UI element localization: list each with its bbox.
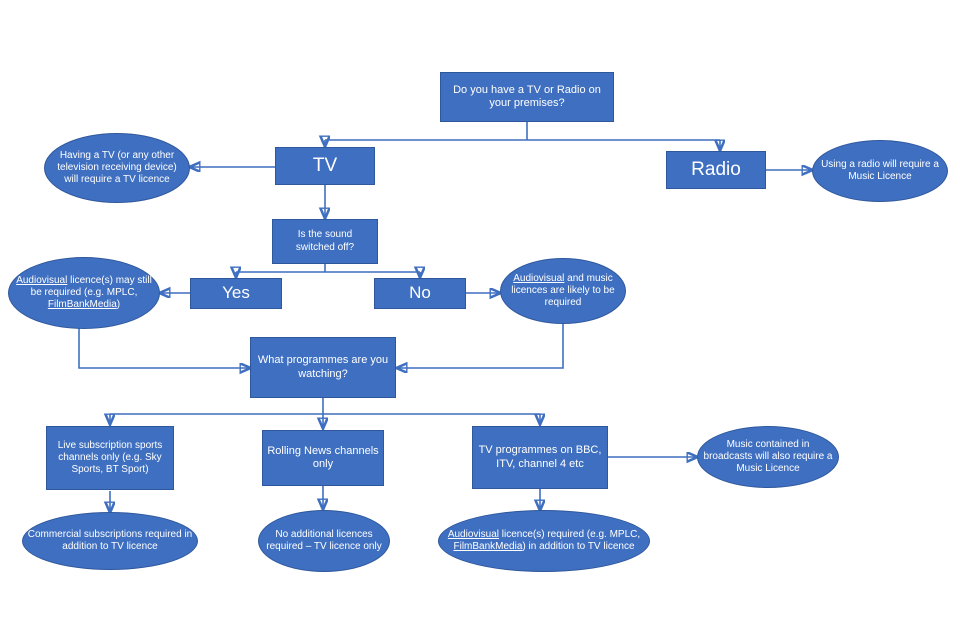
node-tv	[275, 147, 375, 185]
node-yes-note-part4: )	[116, 299, 121, 311]
node-no-note-part2: and music licences are likely to be required	[511, 272, 615, 309]
node-radio-label: Radio	[691, 159, 741, 181]
node-no-note	[500, 258, 626, 324]
node-yes	[190, 278, 282, 309]
node-news-note-label: No additional licences required – TV licence only	[266, 528, 382, 552]
node-broadcast-note-part1: Audiovisual	[447, 528, 499, 540]
node-broadcast-tv-label: TV programmes on BBC, ITV, channel 4 etc	[478, 444, 602, 470]
node-tv-licence-note-label: Having a TV (or any other television receiving device) will require a TV licence	[57, 149, 177, 186]
node-tv-label: TV	[312, 155, 338, 177]
node-broadcast-note	[438, 510, 650, 572]
node-yes-note-part1: Audiovisual	[16, 274, 68, 286]
node-start-label: Do you have a TV or Radio on your premises?	[453, 83, 601, 109]
node-sports-channels-label: Live subscription sports channels only (e.g. Sky Sports, BT Sport)	[57, 439, 163, 476]
node-yes-note-part3: FilmBankMedia	[47, 299, 117, 311]
node-broadcast-note-part2: licence(s) required (e.g. MPLC,	[498, 528, 641, 540]
node-start	[440, 72, 614, 122]
node-yes-label: Yes	[222, 283, 250, 303]
node-music-in-broadcasts-note-label: Music contained in broadcasts will also require a Music Licence	[703, 438, 833, 475]
node-broadcast-note-part4: ) in addition to TV licence	[522, 541, 635, 552]
node-yes-note-part2: licence(s) may still be required (e.g. MPLC,	[30, 274, 152, 298]
node-tv-licence-note	[44, 133, 190, 203]
node-no-note-part1: Audiovisual	[513, 272, 565, 284]
node-sports-channels	[46, 426, 174, 490]
node-sports-note-label: Commercial subscriptions required in addition to TV licence	[27, 528, 193, 552]
node-programmes-question-label: What programmes are you watching?	[257, 354, 389, 380]
node-radio-licence-note-label: Using a radio will require a Music Licence	[821, 158, 939, 182]
node-rolling-news	[262, 430, 384, 486]
node-radio	[666, 151, 766, 189]
node-radio-licence-note	[812, 140, 948, 202]
node-yes-note-label	[13, 275, 155, 312]
node-no	[374, 278, 466, 309]
node-sports-note	[22, 512, 198, 570]
node-sound-question	[272, 219, 378, 264]
node-rolling-news-label: Rolling News channels only	[267, 444, 379, 470]
node-music-in-broadcasts-note	[697, 426, 839, 488]
node-broadcast-note-part3: FilmBankMedia	[453, 541, 523, 552]
node-no-label: No	[409, 283, 431, 303]
node-broadcast-note-label	[443, 529, 645, 553]
node-programmes-question	[250, 337, 396, 398]
node-sound-question-label: Is the sound switched off?	[295, 229, 355, 253]
node-broadcast-tv	[472, 426, 608, 489]
node-news-note	[258, 510, 390, 572]
node-no-note-label	[505, 273, 621, 310]
node-yes-note	[8, 257, 160, 329]
